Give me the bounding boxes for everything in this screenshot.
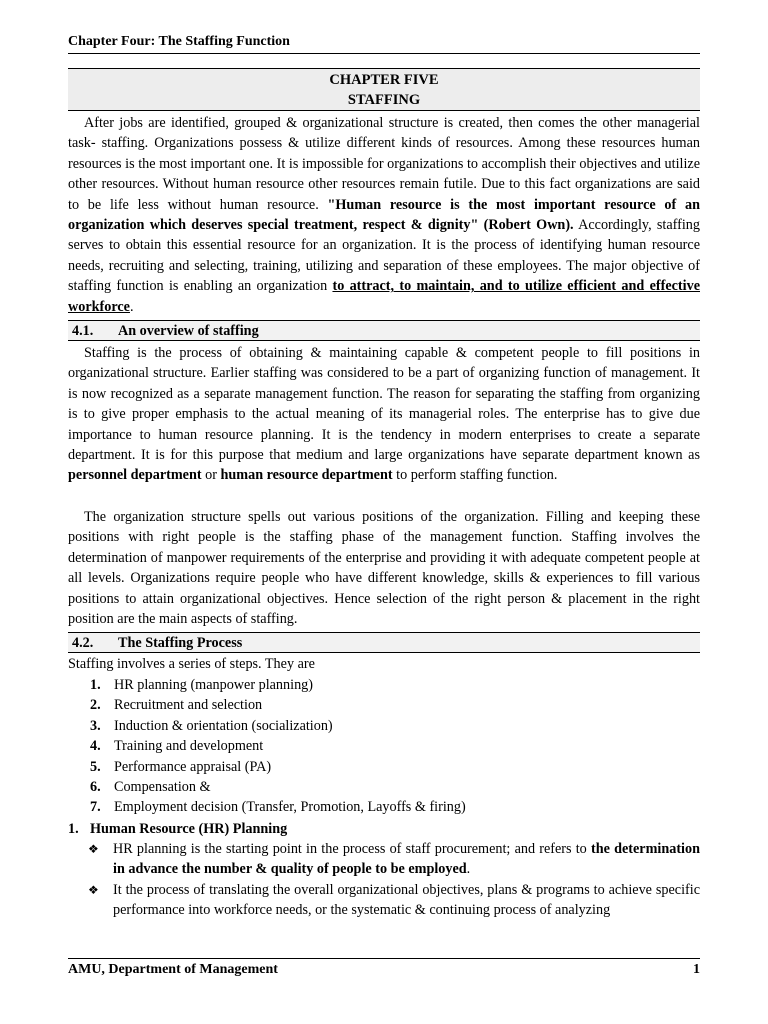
list-item: 4. Training and development xyxy=(90,738,264,755)
chapter-title-box xyxy=(68,68,700,111)
footer-department: AMU, Department of Management xyxy=(68,962,278,977)
section-heading-process xyxy=(68,632,700,653)
diamond-bullet-icon: ❖ xyxy=(88,883,99,897)
list-item: 1. HR planning (manpower planning) xyxy=(90,677,313,693)
page-number: 1 xyxy=(693,962,700,977)
list-item: 2. Recruitment and selection xyxy=(90,697,263,714)
intro-paragraph xyxy=(68,113,700,317)
or-text: or xyxy=(201,467,221,484)
overview-paragraph-2 xyxy=(68,507,700,629)
hr-planning-definition: the determination in advance the number & quality of people to be employed xyxy=(113,841,700,878)
list-item: 6. Compensation & xyxy=(90,779,211,796)
hr-planning-bullet-2: ❖ It the process of translating the overall organizational objectives, plans & programs to achieve specific performance into workforce needs, or the systematic & continuing process of analyzing xyxy=(88,882,700,919)
overview-text-end: to perform staffing function. xyxy=(392,467,558,484)
intro-end: . xyxy=(129,298,134,315)
running-header: Chapter Four: The Staffing Function xyxy=(68,34,700,54)
section-number: 4.2. xyxy=(72,635,94,651)
overview-text: Staffing is the process of obtaining & maintaining capable & competent people to fill positions in organizational structure. Earlier staffing was considered to be a part of organizing function of management. It is now recognized as a separate management function. The reason for separating the staffing from organizing is to give proper emphasis to the actual meaning of its managerial roles. The enterprise has to give due importance to human resource planning. It is the tendency in modern enterprises to create a separate department. It is for this purpose that medium and large organizations have separate department known as xyxy=(68,345,700,464)
section-title: An overview of staffing xyxy=(118,323,259,339)
hr-dept-term: human resource department xyxy=(220,467,393,484)
hr-planning-heading: 1. Human Resource (HR) Planning xyxy=(68,821,288,837)
overview-paragraph-1 xyxy=(68,343,700,486)
page-footer xyxy=(68,958,700,978)
list-item: 5. Performance appraisal (PA) xyxy=(90,758,272,775)
intro-objective: to attract, to maintain, and to utilize efficient and effective workforce xyxy=(68,278,700,315)
overview-text-2: The organization structure spells out various positions of the organization. Filling and keeping these positions with right people is the staffing phase of the management function. Staffing involves the determination of manpower requirements of the enterprise and providing it with adequate competent people at all levels. Organizations require people who have different knowledge, skills & experiences to fill various positions to attain organizational objectives. Hence selection of the right person & placement in the right position are the main aspects of staffing. xyxy=(68,509,700,628)
intro-text-2: Accordingly, staffing serves to obtain this essential resource for an organization. It is the process of identifying human resource needs, recruiting and selecting, training, utilizing and separation of these employees. The major objective of staffing function is enabling an organization xyxy=(68,217,700,295)
intro-quote: "Human resource is the most important resource of an organization which deserves special treatment, respect & dignity" (Robert Own). xyxy=(68,196,700,234)
intro-text: After jobs are identified, grouped & organizational structure is created, then comes the other managerial task- staffing. Organizations possess & utilize different kinds of resources. Among these resources human resources is the most important one. It is impossible for organizations to accomplish their objectives and utilize other resources. Without human resource other resources remain futile. Due to this fact organizations are said to be life less without human resource. xyxy=(68,115,700,213)
section-number: 4.1. xyxy=(72,323,94,339)
hr-planning-bullet-1: ❖ HR planning is the starting point in the process of staff procurement; and refers to the determination in advance the number & quality of people to be employed. xyxy=(88,841,700,878)
staffing-steps-list xyxy=(68,675,466,818)
personnel-dept-term: personnel department xyxy=(68,467,202,484)
section-title: The Staffing Process xyxy=(118,635,243,651)
chapter-number: CHAPTER FIVE xyxy=(329,72,439,88)
diamond-bullet-icon: ❖ xyxy=(88,842,99,856)
process-intro: Staffing involves a series of steps. They are xyxy=(68,656,315,672)
list-item: 3. Induction & orientation (socialization) xyxy=(90,717,333,734)
chapter-title: STAFFING xyxy=(347,92,421,108)
section-heading-overview xyxy=(68,320,700,341)
list-item: 7. Employment decision (Transfer, Promotion, Layoffs & firing) xyxy=(90,799,466,816)
